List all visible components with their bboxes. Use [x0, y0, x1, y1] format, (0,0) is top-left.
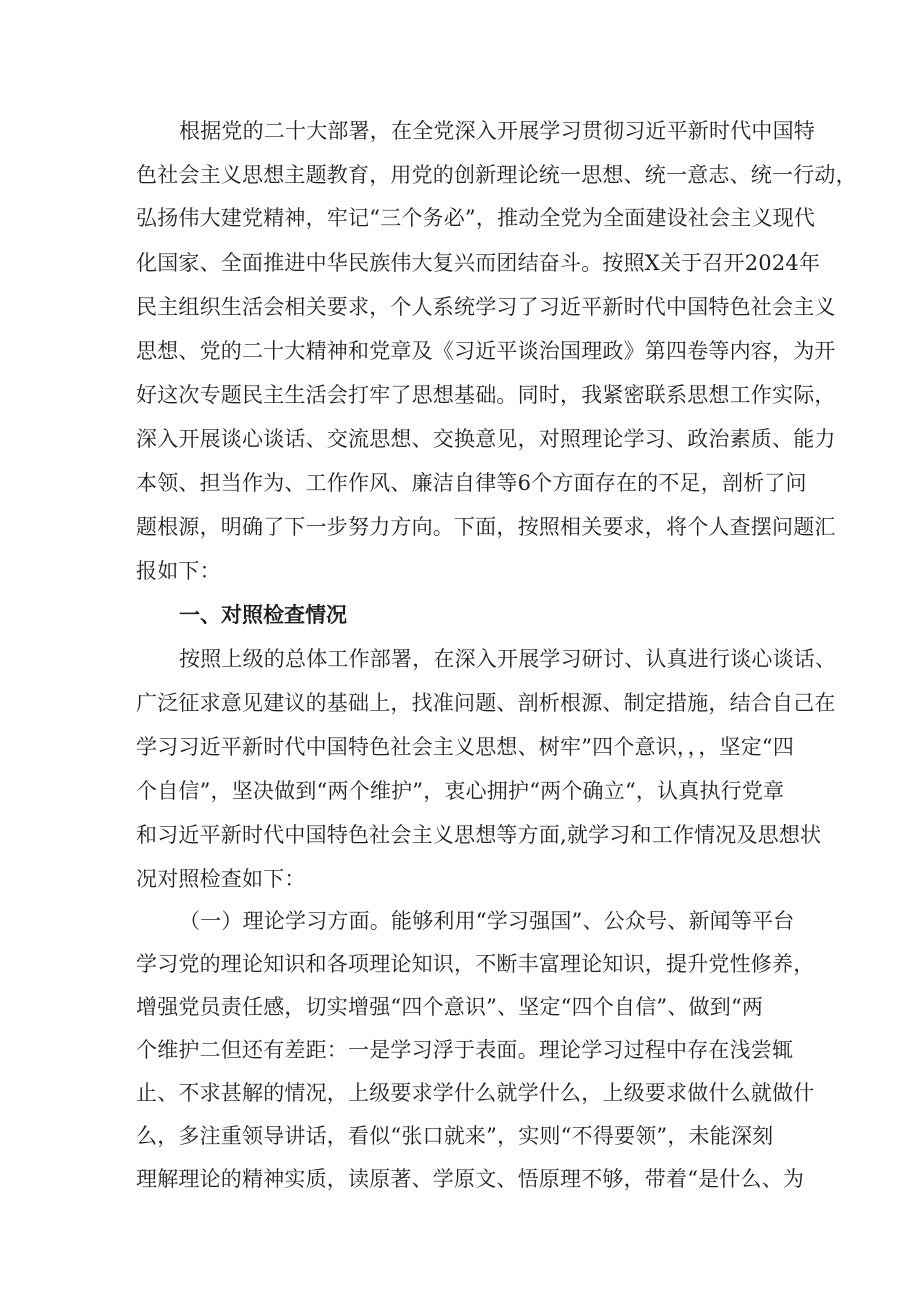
paragraph-line: 民主组织生活会相关要求，个人系统学习了习近平新时代中国特色社会主义 — [136, 295, 836, 319]
paragraph-line: 增强党员责任感，切实增强“四个意识”、坚定“四个自信”、做到“两 — [136, 995, 764, 1019]
paragraph-line: 好这次专题民主生活会打牢了思想基础。同时，我紧密联系思想工作实际， — [136, 383, 836, 407]
paragraph-line: 和习近平新时代中国特色社会主义思想等方面,就学习和工作情况及思想状 — [136, 823, 822, 847]
paragraph-line: 止、不求甚解的情况，上级要求学什么就学什么，上级要求做什么就做什 — [136, 1081, 815, 1105]
paragraph-line: 按照上级的总体工作部署，在深入开展学习研讨、认真进行谈心谈话、 — [179, 647, 837, 671]
paragraph-line: 色社会主义思想主题教育，用党的创新理论统一思想、统一意志、统一行动， — [136, 163, 857, 187]
paragraph-line: 弘扬伟大建党精神，牢记“三个务必”，推动全党为全面建设社会主义现代 — [136, 206, 816, 230]
paragraph-line: 广泛征求意见建议的基础上，找准问题、剖析根源、制定措施，结合自己在 — [136, 691, 836, 715]
paragraph-line: 学习习近平新时代中国特色社会主义思想、树牢”四个意识，，，坚定“四 — [136, 735, 795, 759]
paragraph-line: 深入开展谈心谈话、交流思想、交换意见，对照理论学习、政治素质、能力 — [136, 427, 836, 451]
paragraph-line: （一）理论学习方面。能够利用“学习强国”、公众号、新闻等平台 — [179, 909, 795, 933]
paragraph-line: 理解理论的精神实质，读原著、学原文、悟原理不够，带着“是什么、为 — [136, 1167, 805, 1191]
paragraph-line: 本领、担当作为、工作作风、廉洁自律等6个方面存在的不足，剖析了问 — [136, 471, 807, 495]
paragraph-line: 么，多注重领导讲话，看似“张口就来”，实则“不得要领”，未能深刻 — [136, 1124, 774, 1148]
paragraph-line: 题根源，明确了下一步努力方向。下面，按照相关要求，将个人查摆问题汇 — [136, 515, 836, 539]
paragraph-line: 思想、党的二十大精神和党章及《习近平谈治国理政》第四卷等内容，为开 — [136, 339, 836, 363]
paragraph-line: 根据党的二十大部署，在全党深入开展学习贯彻习近平新时代中国特 — [179, 119, 815, 143]
section-heading: 一、对照检查情况 — [179, 603, 347, 627]
paragraph-line: 况对照检查如下： — [136, 867, 306, 891]
paragraph-line: 报如下： — [136, 559, 221, 583]
paragraph-line: 学习党的理论知识和各项理论知识，不断丰富理论知识，提升党性修养， — [136, 952, 815, 976]
paragraph-line: 个自信”，坚决做到“两个维护”，衷心拥护“两个确立“，认真执行党章 — [136, 779, 785, 803]
paragraph-line: 个维护二但还有差距：一是学习浮于表面。理论学习过程中存在浅尝辄 — [136, 1038, 794, 1062]
paragraph-line: 化国家、全面推进中华民族伟大复兴而团结奋斗。按照X关于召开2024年 — [136, 251, 821, 275]
